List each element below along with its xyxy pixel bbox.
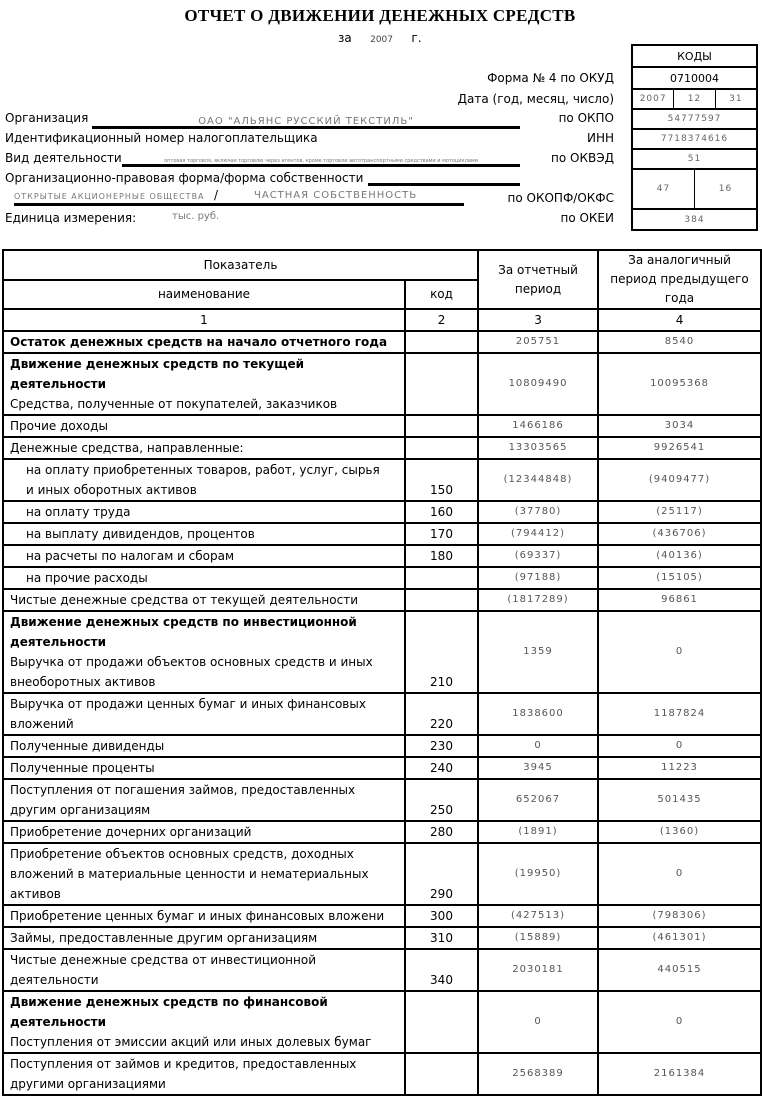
- row-current-value: (37780): [478, 501, 598, 523]
- row-name-line: вложений: [10, 717, 74, 731]
- row-name-line: другим организациям: [10, 803, 151, 817]
- row-name: [3, 693, 405, 735]
- row-previous-value: 0: [598, 843, 761, 905]
- legal-form-underline: [368, 183, 520, 186]
- row-previous-value: 8540: [598, 331, 761, 353]
- row-current-value: (69337): [478, 545, 598, 567]
- cash-flow-table: [2, 249, 762, 1096]
- row-name-line: Приобретение ценных бумаг и иных финансовых вложени: [10, 909, 385, 923]
- table-row: [3, 459, 761, 501]
- row-previous-value: 440515: [598, 949, 761, 991]
- row-current-value: (97188): [478, 567, 598, 589]
- row-name-line: Выручка от продажи объектов основных средств и иных: [10, 655, 373, 669]
- row-name: [3, 1053, 405, 1095]
- row-name-line: Движение денежных средств по текущей деятельности: [10, 357, 305, 391]
- row-name-line: деятельности: [10, 635, 107, 649]
- code-header: код: [405, 280, 478, 310]
- row-name: [3, 589, 405, 611]
- table-row: [3, 843, 761, 905]
- row-name-line: деятельности: [10, 1015, 107, 1029]
- row-current-value: (12344848): [478, 459, 598, 501]
- row-current-value: (794412): [478, 523, 598, 545]
- row-code: [405, 567, 478, 589]
- row-previous-value: 96861: [598, 589, 761, 611]
- indicator-header: Показатель: [3, 250, 478, 280]
- okpo-code: 54777597: [667, 114, 722, 124]
- table-row: [3, 693, 761, 735]
- row-code: 150: [405, 459, 478, 501]
- row-code: [405, 1053, 478, 1095]
- table-row: [3, 523, 761, 545]
- row-name: [3, 567, 405, 589]
- row-previous-value: (798306): [598, 905, 761, 927]
- row-code: 340: [405, 949, 478, 991]
- row-previous-value: (436706): [598, 523, 761, 545]
- unit-label: Единица измерения:: [5, 211, 137, 225]
- table-row: [3, 589, 761, 611]
- row-current-value: 1359: [478, 611, 598, 693]
- okpo-label: по ОКПО: [558, 111, 614, 125]
- row-name: [3, 949, 405, 991]
- row-name-line: Выручка от продажи ценных бумаг и иных финансовых: [10, 697, 366, 711]
- row-name: [3, 459, 405, 501]
- legal-form-label: Организационно-правовая форма/форма собственности: [5, 171, 364, 185]
- row-previous-value: 10095368: [598, 353, 761, 415]
- row-code: [405, 415, 478, 437]
- okved-label: по ОКВЭД: [551, 151, 614, 165]
- period-prefix: за: [338, 31, 352, 45]
- row-name-line: Чистые денежные средства от текущей деятельности: [10, 593, 358, 607]
- row-current-value: (15889): [478, 927, 598, 949]
- table-row: [3, 735, 761, 757]
- row-name-line: Полученные проценты: [10, 761, 155, 775]
- table-row: [3, 991, 761, 1053]
- inn-label: ИНН: [586, 131, 614, 145]
- row-current-value: 1838600: [478, 693, 598, 735]
- report-title: ОТЧЕТ О ДВИЖЕНИИ ДЕНЕЖНЫХ СРЕДСТВ: [184, 6, 576, 25]
- table-row: [3, 1053, 761, 1095]
- row-name-line: и иных оборотных активов: [26, 483, 197, 497]
- row-name-line: Движение денежных средств по инвестиционной: [10, 615, 357, 629]
- table-row: [3, 501, 761, 523]
- row-current-value: 1466186: [478, 415, 598, 437]
- row-name-line: на выплату дивидендов, процентов: [26, 527, 255, 541]
- row-name-line: на оплату труда: [26, 505, 131, 519]
- row-current-value: (1817289): [478, 589, 598, 611]
- row-name: [3, 331, 405, 353]
- current-period-header: За отчетный период: [478, 250, 598, 309]
- col-num-2: 2: [405, 309, 478, 331]
- row-current-value: 205751: [478, 331, 598, 353]
- row-code: 300: [405, 905, 478, 927]
- row-name-line: Чистые денежные средства от инвестиционной: [10, 953, 317, 967]
- okopf-label: по ОКОПФ/ОКФС: [507, 191, 614, 205]
- legal-form-value: ОТКРЫТЫЕ АКЦИОНЕРНЫЕ ОБЩЕСТВА: [14, 192, 205, 201]
- date-year: 2007: [633, 90, 674, 108]
- table-row: [3, 353, 761, 415]
- row-code: [405, 437, 478, 459]
- row-name-line: другими организациями: [10, 1077, 166, 1091]
- row-code: [405, 331, 478, 353]
- row-code: 210: [405, 611, 478, 693]
- period-line: [338, 31, 422, 45]
- row-current-value: 13303565: [478, 437, 598, 459]
- unit-value: тыс. руб.: [172, 211, 220, 222]
- inn-code: 7718374616: [660, 134, 729, 144]
- org-label: Организация: [5, 111, 89, 125]
- row-name-line: на прочие расходы: [26, 571, 148, 585]
- row-name-line: Приобретение объектов основных средств, доходных: [10, 847, 354, 861]
- table-row: [3, 927, 761, 949]
- org-name-field: [92, 113, 520, 129]
- row-previous-value: 3034: [598, 415, 761, 437]
- row-name: [3, 821, 405, 843]
- row-current-value: (1891): [478, 821, 598, 843]
- row-previous-value: (1360): [598, 821, 761, 843]
- row-name-line: на оплату приобретенных товаров, работ, услуг, сырья: [26, 463, 380, 477]
- row-name: [3, 927, 405, 949]
- okei-code: 384: [684, 214, 705, 225]
- row-name-line: Поступления от займов и кредитов, предоставленных: [10, 1057, 357, 1071]
- codes-header: КОДЫ: [677, 49, 712, 63]
- row-code: 170: [405, 523, 478, 545]
- row-name-line: Приобретение дочерних организаций: [10, 825, 252, 839]
- row-name-line: на расчеты по налогам и сборам: [26, 549, 235, 563]
- row-current-value: 2030181: [478, 949, 598, 991]
- row-current-value: 2568389: [478, 1053, 598, 1095]
- row-name: [3, 735, 405, 757]
- row-code: 240: [405, 757, 478, 779]
- row-current-value: 3945: [478, 757, 598, 779]
- row-previous-value: 9926541: [598, 437, 761, 459]
- row-name: [3, 905, 405, 927]
- row-name-line: Движение денежных средств по финансовой: [10, 995, 328, 1009]
- row-name: [3, 779, 405, 821]
- table-row: [3, 567, 761, 589]
- row-name-line: Полученные дивиденды: [10, 739, 165, 753]
- row-name-line: активов: [10, 887, 61, 901]
- row-previous-value: 0: [598, 735, 761, 757]
- period-year: 2007: [370, 35, 394, 45]
- table-row: [3, 949, 761, 991]
- row-current-value: 652067: [478, 779, 598, 821]
- activity-label: Вид деятельности: [5, 151, 122, 165]
- row-current-value: 10809490: [478, 353, 598, 415]
- period-suffix: г.: [411, 31, 422, 45]
- row-current-value: 0: [478, 735, 598, 757]
- row-code: 310: [405, 927, 478, 949]
- row-name: [3, 611, 405, 693]
- okfs-code: 16: [718, 184, 733, 194]
- row-name-line: вложений в материальные ценности и нематериальных: [10, 867, 369, 881]
- row-name-line: Прочие доходы: [10, 419, 108, 433]
- row-previous-value: (40136): [598, 545, 761, 567]
- row-previous-value: 1187824: [598, 693, 761, 735]
- row-name: [3, 991, 405, 1053]
- row-code: [405, 589, 478, 611]
- row-name-line: Средства, полученные от покупателей, заказчиков: [10, 397, 338, 411]
- okei-label: по ОКЕИ: [560, 211, 614, 225]
- row-previous-value: (15105): [598, 567, 761, 589]
- table-row: [3, 437, 761, 459]
- table-row: [3, 779, 761, 821]
- row-previous-value: 501435: [598, 779, 761, 821]
- row-name-line: Поступления от эмиссии акций или иных долевых бумаг: [10, 1035, 372, 1049]
- row-code: 250: [405, 779, 478, 821]
- row-code: 160: [405, 501, 478, 523]
- row-name: [3, 415, 405, 437]
- date-month: 12: [674, 90, 715, 108]
- row-current-value: 0: [478, 991, 598, 1053]
- legal-form-field: ОТКРЫТЫЕ АКЦИОНЕРНЫЕ ОБЩЕСТВА / ЧАСТНАЯ СОБСТВЕННОСТЬ: [14, 188, 464, 206]
- row-previous-value: (461301): [598, 927, 761, 949]
- row-previous-value: 0: [598, 991, 761, 1053]
- row-code: 220: [405, 693, 478, 735]
- column-number-row: [3, 309, 761, 331]
- activity-field: [122, 151, 520, 167]
- row-code: [405, 353, 478, 415]
- table-header-row-1: [3, 250, 761, 280]
- table-row: [3, 905, 761, 927]
- previous-period-header: За аналогичный период предыдущего года: [598, 250, 761, 309]
- row-name-line: Поступления от погашения займов, предоставленных: [10, 783, 356, 797]
- row-name: [3, 545, 405, 567]
- okved-code: 51: [687, 154, 702, 164]
- table-row: [3, 331, 761, 353]
- row-code: [405, 991, 478, 1053]
- org-name: ОАО "АЛЬЯНС РУССКИЙ ТЕКСТИЛЬ": [198, 116, 414, 127]
- col-num-3: 3: [478, 309, 598, 331]
- date-label: Дата (год, месяц, число): [457, 92, 614, 106]
- row-name: [3, 501, 405, 523]
- row-name: [3, 523, 405, 545]
- row-previous-value: (25117): [598, 501, 761, 523]
- row-name-line: внеоборотных активов: [10, 675, 156, 689]
- table-row: [3, 545, 761, 567]
- col-num-4: 4: [598, 309, 761, 331]
- taxid-label: Идентификационный номер налогоплательщика: [5, 131, 318, 145]
- codes-box: [631, 44, 758, 231]
- row-current-value: (19950): [478, 843, 598, 905]
- row-name-line: деятельности: [10, 973, 99, 987]
- ownership-value: ЧАСТНАЯ СОБСТВЕННОСТЬ: [254, 190, 418, 201]
- okud-code: 0710004: [670, 71, 719, 85]
- row-code: 180: [405, 545, 478, 567]
- row-previous-value: 0: [598, 611, 761, 693]
- row-previous-value: 11223: [598, 757, 761, 779]
- name-header: наименование: [3, 280, 405, 310]
- row-previous-value: (9409477): [598, 459, 761, 501]
- form-label: Форма № 4 по ОКУД: [487, 71, 614, 85]
- row-code: 230: [405, 735, 478, 757]
- date-day: 31: [729, 94, 743, 104]
- row-code: 290: [405, 843, 478, 905]
- row-current-value: (427513): [478, 905, 598, 927]
- activity-value: оптовая торговля, включая торговлю через агентов, кроме торговли автотранспортными средствами и мотоциклами: [164, 158, 478, 164]
- table-row: [3, 415, 761, 437]
- row-name: [3, 437, 405, 459]
- row-name-line: Остаток денежных средств на начало отчетного года: [10, 335, 388, 349]
- col-num-1: 1: [3, 309, 405, 331]
- row-name: [3, 353, 405, 415]
- table-row: [3, 821, 761, 843]
- table-row: [3, 611, 761, 693]
- okopf-code: 47: [633, 170, 695, 208]
- table-row: [3, 757, 761, 779]
- row-previous-value: 2161384: [598, 1053, 761, 1095]
- row-name: [3, 757, 405, 779]
- row-name-line: Денежные средства, направленные:: [10, 441, 244, 455]
- row-code: 280: [405, 821, 478, 843]
- row-name-line: Займы, предоставленные другим организациям: [10, 931, 318, 945]
- row-name: [3, 843, 405, 905]
